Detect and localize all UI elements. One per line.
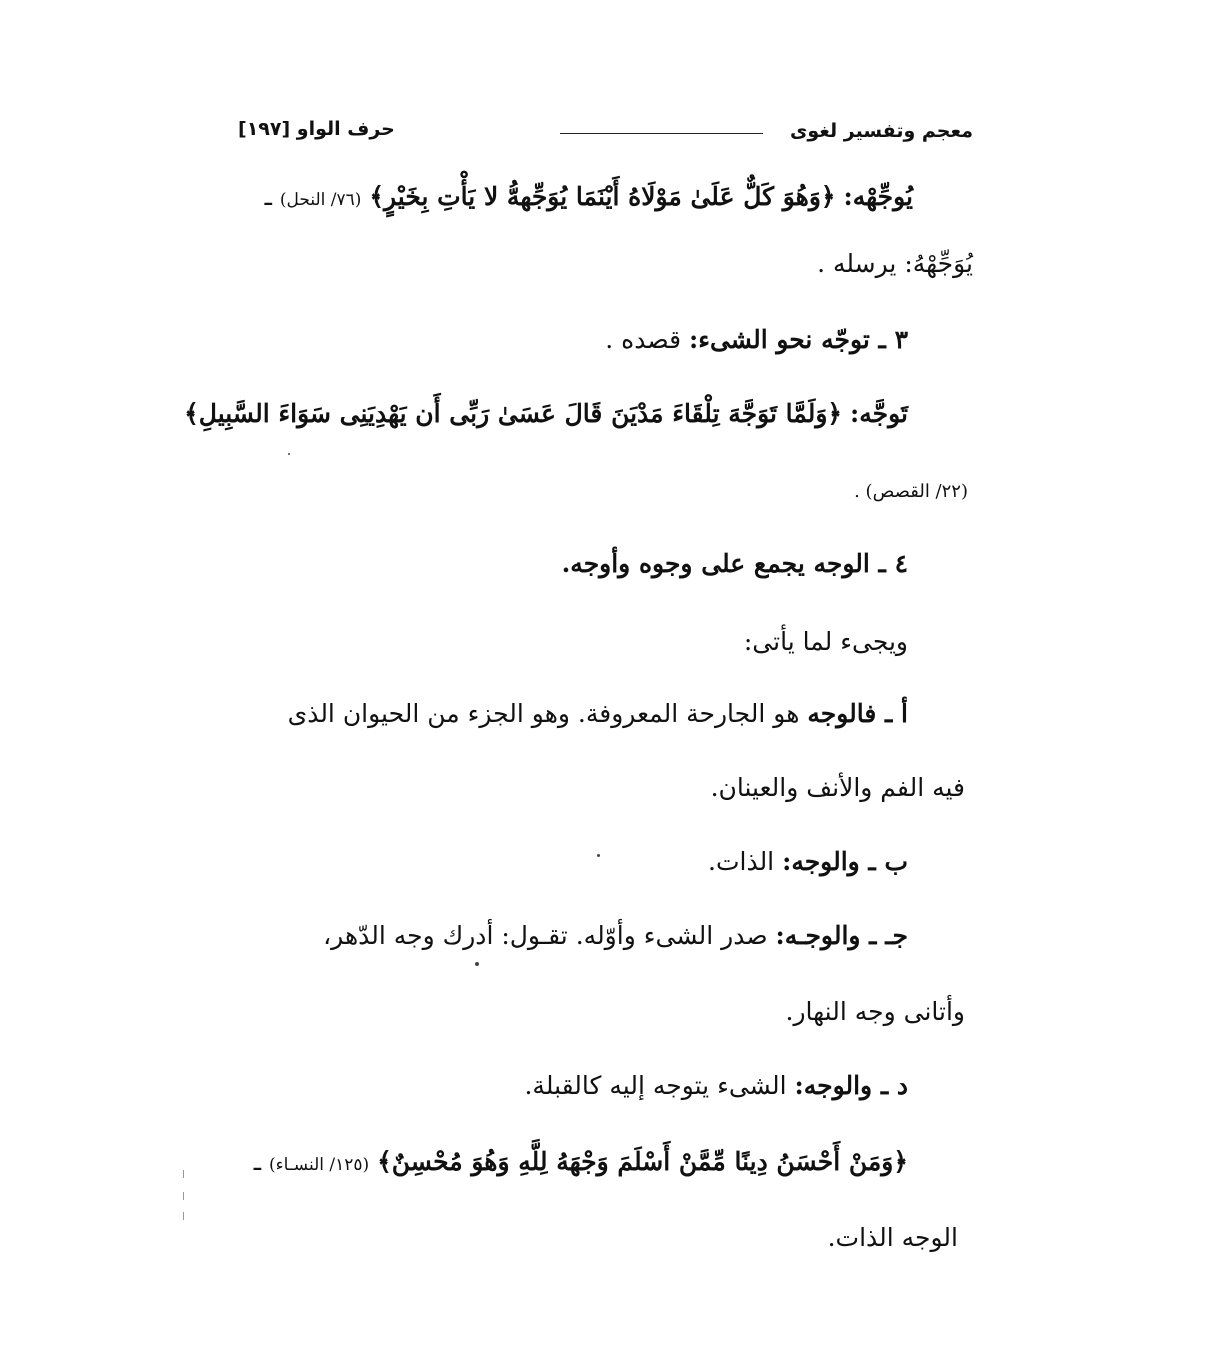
book-title: معجم وتفسير لغوى bbox=[789, 120, 973, 142]
line-3 bbox=[605, 320, 908, 360]
term: تَوجَّه: bbox=[850, 399, 908, 428]
quran-verse: ﴿وَهُوَ كَلٌّ عَلَىٰ مَوْلَاهُ أَيْنَمَا يُوَجِّههُّ لا يَأْتِ بِخَيْرٍ﴾ bbox=[369, 182, 836, 211]
page-number: [١٩٧] bbox=[238, 118, 291, 140]
meaning: يرسله . bbox=[817, 249, 897, 278]
line-13 bbox=[524, 1066, 908, 1106]
header-rule bbox=[560, 133, 763, 134]
scan-speck bbox=[475, 962, 479, 966]
paragraph-text: فيه الفم والأنف والعينان. bbox=[710, 773, 965, 802]
section-name: حرف الواو bbox=[296, 118, 395, 140]
scan-speck bbox=[597, 854, 600, 857]
item-label: د ـ والوجه: bbox=[794, 1071, 908, 1100]
running-header bbox=[238, 118, 973, 150]
line-7 bbox=[744, 622, 908, 662]
verse-reference: (٧٦/ النحل) bbox=[279, 190, 362, 210]
quran-verse: ﴿وَمَنْ أَحْسَنُ دِينًا مِّمَّنْ أَسْلَمَ وَجْهَهُ لِلَّهِ وَهُوَ مُحْسِنٌ﴾ bbox=[377, 1147, 908, 1176]
paragraph-text: الذات. bbox=[708, 847, 775, 876]
line-14 bbox=[254, 1142, 908, 1185]
header-section bbox=[238, 118, 395, 140]
scan-mark bbox=[183, 1192, 184, 1200]
scan-speck bbox=[288, 453, 290, 455]
line-4 bbox=[184, 394, 908, 434]
line-8 bbox=[288, 694, 908, 734]
line-1 bbox=[265, 177, 913, 220]
verse-reference: (٢٢/ القصص) . bbox=[854, 481, 968, 502]
line-11 bbox=[323, 916, 908, 956]
paragraph-text: الشىء يتوجه إليه كالقبلة. bbox=[524, 1071, 787, 1100]
paragraph-text: وأتانى وجه النهار. bbox=[785, 997, 965, 1026]
item-label: أ ـ فالوجه bbox=[807, 699, 908, 728]
numbered-heading: ٣ ـ توجّه نحو الشىء: bbox=[688, 325, 908, 354]
line-2 bbox=[817, 244, 973, 284]
verse-reference: (١٢٥/ النسـاء) bbox=[269, 1155, 370, 1175]
term: يُوجِّهْه: bbox=[843, 182, 913, 211]
quran-verse: ﴿وَلَمَّا تَوَجَّهَ تِلْقَاءَ مَدْيَنَ قَالَ عَسَىٰ رَبِّى أَن يَهْدِيَنِى سَوَاءَ السَّبِيلِ﴾ bbox=[184, 399, 843, 428]
term: يُوَجِّهْهُ: bbox=[904, 249, 973, 278]
dash: ـ bbox=[264, 182, 272, 211]
line-12 bbox=[786, 992, 965, 1032]
line-10 bbox=[708, 842, 908, 882]
paragraph-text: ويجىء لما يأتى: bbox=[743, 627, 908, 656]
line-15 bbox=[828, 1218, 958, 1258]
numbered-heading: ٤ ـ الوجه يجمع على وجوه وأوجه. bbox=[561, 549, 908, 578]
dash: ـ bbox=[253, 1147, 262, 1176]
line-6 bbox=[562, 544, 908, 584]
paragraph-text: صدر الشىء وأوّله. تقـول: أدرك وجه الدّهر، bbox=[323, 921, 768, 950]
item-label: جـ ـ والوجـه: bbox=[775, 921, 908, 950]
scan-mark bbox=[183, 1212, 184, 1220]
line-9 bbox=[711, 768, 965, 808]
paragraph-text: هو الجارحة المعروفة. وهو الجزء من الحيوان الذى bbox=[287, 699, 800, 728]
line-5 bbox=[854, 472, 968, 512]
item-label: ب ـ والوجه: bbox=[782, 847, 908, 876]
meaning: قصده . bbox=[605, 325, 682, 354]
scan-mark bbox=[183, 1170, 184, 1178]
paragraph-text: الوجه الذات. bbox=[827, 1223, 958, 1252]
